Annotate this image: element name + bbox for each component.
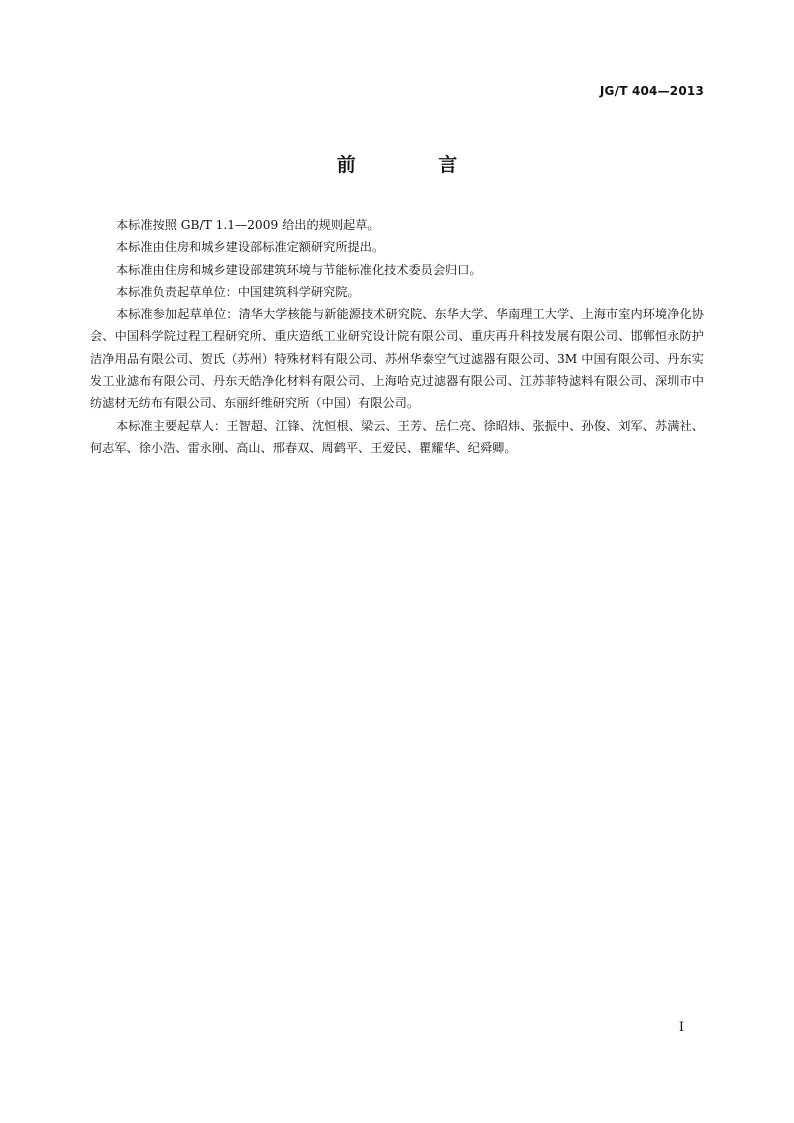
paragraph-proposer: 本标准由住房和城乡建设部标准定额研究所提出。 xyxy=(116,240,385,255)
foreword-body xyxy=(90,214,704,459)
paragraph-main-drafters: 本标准主要起草人：王智超、江锋、沈恒根、梁云、王芳、岳仁亮、徐昭炜、张振中、孙俊、刘军、苏满社、何志军、徐小浩、雷永刚、高山、邢春双、周鹤平、王爱民、瞿耀华、纪舜卿。 xyxy=(90,418,704,455)
page-number: I xyxy=(678,1020,684,1035)
paragraph-participating-units: 本标准参加起草单位：清华大学核能与新能源技术研究院、东华大学、华南理工大学、上海市室内环境净化协会、中国科学院过程工程研究所、重庆造纸工业研究设计院有限公司、重庆再升科技发展有限公司、邯郸恒永防护洁净用品有限公司、贺氏（苏州）特殊材料有限公司、苏州华泰空气过滤器有限公司、3M 中国有限公司、丹东实发工业滤布有限公司、丹东天皓净化材料有限公司、上海哈克过滤器有限公司、江苏菲特滤料有限公司、深圳市中纺滤材无纺布有限公司、东丽纤维研究所（中国）有限公司。 xyxy=(90,307,704,411)
paragraph-drafting-rules: 本标准按照 GB/T 1.1—2009 给出的规则起草。 xyxy=(116,218,380,232)
paragraph-lead-drafter: 本标准负责起草单位：中国建筑科学研究院。 xyxy=(116,284,360,299)
page-title: 前 言 xyxy=(336,154,496,176)
standard-code: JG/T 404—2013 xyxy=(599,84,704,98)
paragraph-committee: 本标准由住房和城乡建设部建筑环境与节能标准化技术委员会归口。 xyxy=(116,262,482,277)
